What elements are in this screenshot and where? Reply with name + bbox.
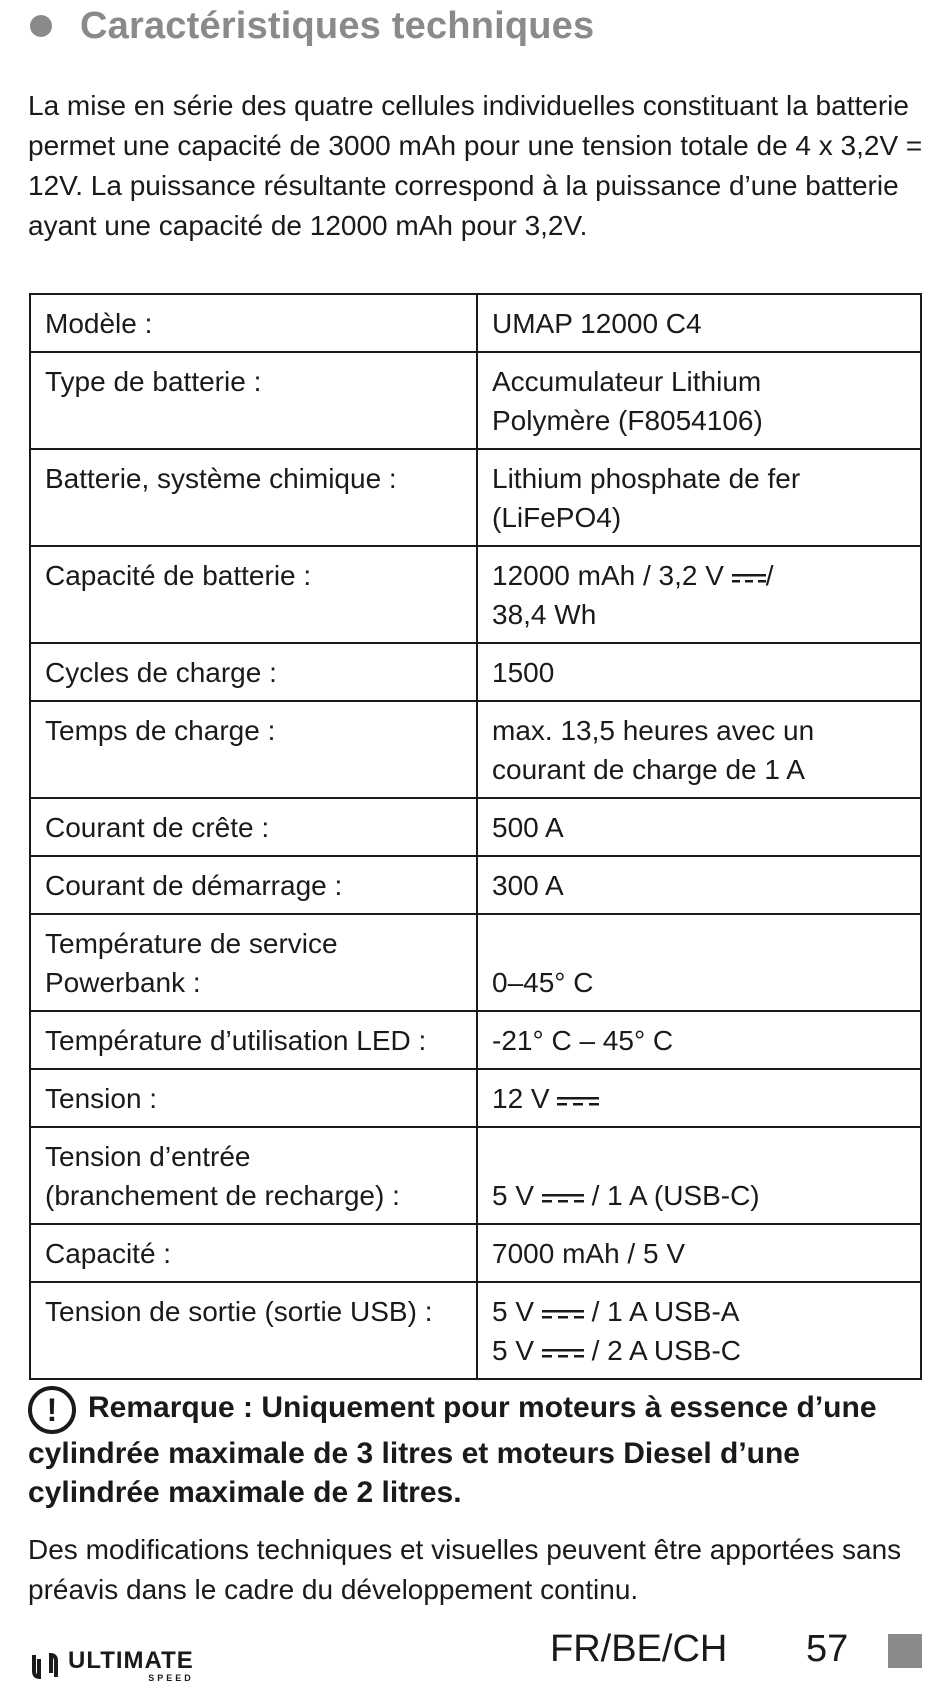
table-row <box>30 914 921 1011</box>
disclaimer-text: Des modifications techniques et visuelles peuvent être apportées sans préavis dans le cadre du développement continu. <box>28 1534 902 1605</box>
spec-label: Temps de charge : <box>30 701 477 798</box>
spec-value-line: courant de charge de 1 A <box>492 754 805 785</box>
spec-value-part: / <box>765 560 774 591</box>
spec-label: Tension de sortie (sortie USB) : <box>30 1282 477 1379</box>
section-heading <box>30 0 594 52</box>
spec-label: Température d’utilisation LED : <box>30 1011 477 1069</box>
page-marker-square <box>888 1634 922 1668</box>
table-row <box>30 856 921 914</box>
table-row <box>30 352 921 449</box>
spec-value <box>477 1127 921 1224</box>
dc-current-icon <box>542 1307 584 1321</box>
table-row <box>30 1069 921 1127</box>
dc-current-icon <box>557 1094 599 1108</box>
spec-label: Courant de démarrage : <box>30 856 477 914</box>
spec-label: Courant de crête : <box>30 798 477 856</box>
spec-value-part: 5 V <box>492 1180 535 1211</box>
spec-value: 1500 <box>477 643 921 701</box>
spec-value: -21° C – 45° C <box>477 1011 921 1069</box>
spec-label <box>30 1127 477 1224</box>
spec-label: Tension : <box>30 1069 477 1127</box>
table-row <box>30 1011 921 1069</box>
table-row <box>30 643 921 701</box>
spec-label: Batterie, système chimique : <box>30 449 477 546</box>
spec-value <box>477 546 921 643</box>
bullet-icon <box>30 15 52 37</box>
spec-value <box>477 1282 921 1379</box>
table-row <box>30 1127 921 1224</box>
spec-value-part: 12 V <box>492 1083 550 1114</box>
spec-value: 500 A <box>477 798 921 856</box>
spec-label-line: Température de service <box>45 928 338 959</box>
spec-value: UMAP 12000 C4 <box>477 294 921 352</box>
warning-icon: ! <box>28 1386 76 1434</box>
spec-value-line: Polymère (F8054106) <box>492 405 763 436</box>
spec-value-part: 12000 mAh / 3,2 V <box>492 560 724 591</box>
spec-value-part: / 1 A (USB-C) <box>591 1180 760 1211</box>
spec-value-line: 38,4 Wh <box>492 599 597 630</box>
spec-label-line: Tension d’entrée <box>45 1141 251 1172</box>
spec-value: 300 A <box>477 856 921 914</box>
table-row <box>30 294 921 352</box>
spec-value-line: Lithium phosphate de fer <box>492 463 801 494</box>
spec-label <box>30 914 477 1011</box>
brand-subtitle: SPEED <box>148 1673 194 1683</box>
warning-note <box>28 1386 928 1512</box>
brand-name: ULTIMATE <box>68 1647 194 1674</box>
spec-value-line: (LiFePO4) <box>492 502 622 533</box>
table-row <box>30 1224 921 1282</box>
spec-value <box>477 449 921 546</box>
spec-value: 7000 mAh / 5 V <box>477 1224 921 1282</box>
brand-wordmark <box>68 1649 194 1683</box>
table-row <box>30 798 921 856</box>
dc-current-icon <box>732 571 766 585</box>
language-codes: FR/BE/CH <box>550 1628 728 1670</box>
warning-note-text: Remarque : Uniquement pour moteurs à essence d’une cylindrée maximale de 3 litres et moteurs Diesel d’une cylindrée maximale de 2 litres. <box>28 1391 877 1509</box>
specs-table <box>29 293 922 1380</box>
spec-value <box>477 1069 921 1127</box>
dc-current-icon <box>542 1191 584 1205</box>
brand-logo <box>28 1646 194 1686</box>
spec-label-line: (branchement de recharge) : <box>45 1180 400 1211</box>
spec-label: Cycles de charge : <box>30 643 477 701</box>
spec-value-part: 5 V <box>492 1335 535 1366</box>
spec-value <box>477 701 921 798</box>
table-row <box>30 449 921 546</box>
spec-value-line: max. 13,5 heures avec un <box>492 715 815 746</box>
intro-paragraph: La mise en série des quatre cellules individuelles constituant la batterie permet une capacité de 3000 mAh pour une tension totale de 4 x 3,2V = 12V. La puissance résultante correspond à la puissance d’une batterie ayant une capacité de 12000 mAh pour 3,2V. <box>28 90 923 241</box>
spec-value-part: / 2 A USB-C <box>591 1335 741 1366</box>
spec-value-line: Accumulateur Lithium <box>492 366 762 397</box>
table-row <box>30 546 921 643</box>
dc-current-icon <box>542 1346 584 1360</box>
section-title: Caractéristiques techniques <box>80 4 595 47</box>
table-row <box>30 701 921 798</box>
spec-value-part: 5 V <box>492 1296 535 1327</box>
spec-label: Type de batterie : <box>30 352 477 449</box>
spec-value-part: / 1 A USB-A <box>591 1296 740 1327</box>
table-row <box>30 1282 921 1379</box>
spec-label: Capacité de batterie : <box>30 546 477 643</box>
spec-label: Capacité : <box>30 1224 477 1282</box>
spec-label: Modèle : <box>30 294 477 352</box>
spec-label-line: Powerbank : <box>45 967 201 998</box>
spec-value: 0–45° C <box>477 914 921 1011</box>
page-number: 57 <box>806 1628 849 1670</box>
ultimate-speed-logo-icon <box>28 1649 62 1683</box>
spec-value <box>477 352 921 449</box>
